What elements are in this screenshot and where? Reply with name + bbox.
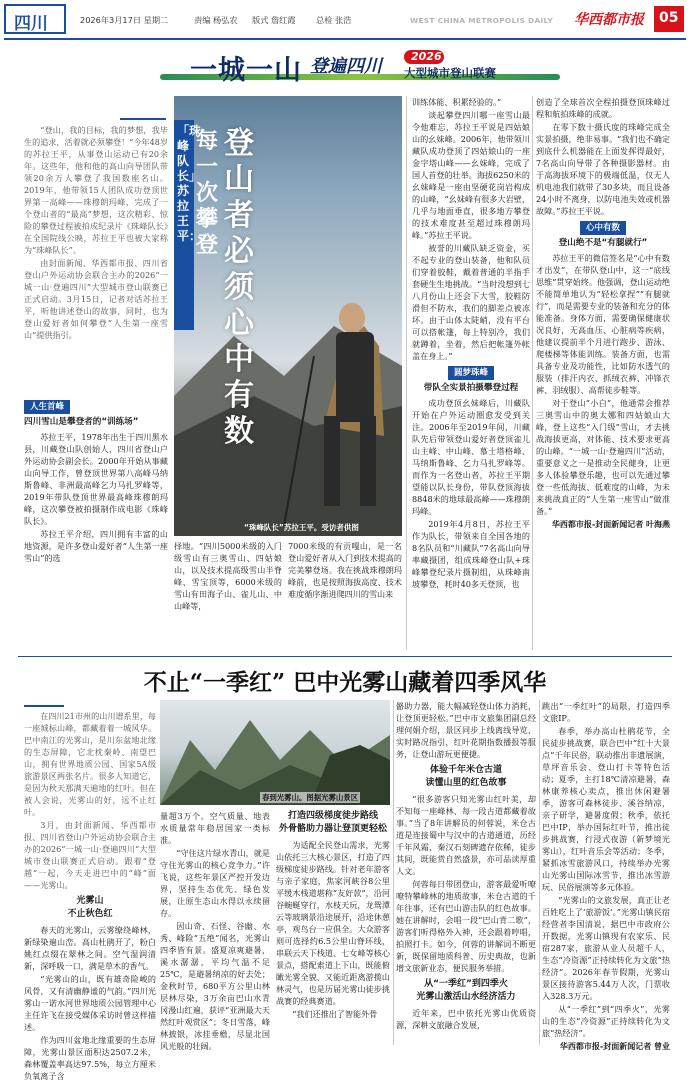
banner-sub: 登遍四川 bbox=[310, 56, 382, 77]
top-col-1 bbox=[24, 400, 168, 650]
bottom-sub4 bbox=[396, 978, 536, 1004]
top-intro bbox=[24, 124, 168, 386]
bottom-col5-p4: 从“一季红”到“四季火”，光雾山的生态“冷资源”正持续转化为文旅“热经济”。 bbox=[542, 1004, 670, 1038]
climber-face bbox=[339, 303, 365, 333]
top-kicker: 每一次攀登 bbox=[196, 128, 219, 258]
mountain-caption: 春到光雾山。图据光雾山景区 bbox=[262, 793, 359, 802]
bottom-vrule-2 bbox=[539, 700, 540, 1045]
top-label: 「珠峰队长」苏拉王平： bbox=[177, 124, 202, 243]
mountain-photo bbox=[160, 700, 390, 805]
top-credit: 华西都市报-封面新闻记者 叶海燕 bbox=[551, 520, 670, 529]
bottom-col-4 bbox=[396, 700, 536, 1050]
bottom-col1-p1: 春天的光雾山，云雾缭绕峰林，新绿染遍山峦。高山杜鹃开了，粉白姚红点缀在翠林之间。空气湿润清新，深呼吸一口，满是草木的香气。 bbox=[24, 925, 156, 971]
top-col4-p1: 创造了全球首次全程拍摄登顶珠峰过程和航拍珠峰的成就。 bbox=[536, 97, 670, 119]
bottom-intro-p2: 3月，由封面新闻、华西都市报、四川省登山户外运动协会联合主办的2026“一城一山·登遍四川”大型城市登山联赛正式启动。跟着“登越”一起，今天走进巴中的“峰”面——光雾山。 bbox=[24, 820, 156, 890]
bottom-col-2 bbox=[160, 810, 270, 1050]
bottom-intro-bar bbox=[24, 705, 64, 707]
bottom-col-3 bbox=[276, 810, 390, 1050]
top-vrule-1 bbox=[406, 96, 407, 650]
top-col3-top: 训练体能、积累经验的。” bbox=[412, 97, 502, 107]
bottom-sub1-line2: 不止秋色红 bbox=[67, 909, 113, 919]
bottom-col1-p3: 作为四川盆地北缘重要的生态屏障，光雾山景区面积达2507.2米，森林覆盖率高达97.5%，每立方厘米负氧离子含 bbox=[24, 1035, 156, 1081]
bottom-col-1 bbox=[24, 710, 156, 1081]
bottom-col1-p2: “光雾山的山，既有雄奇险峻的风骨，又有清幽静谧的气韵。”四川光雾山一诺水河世界地质公园管理中心主任许飞在接受媒体采访时曾这样描述。 bbox=[24, 974, 156, 1032]
intro-top-bar bbox=[120, 118, 166, 120]
climber-jacket bbox=[336, 332, 374, 422]
bottom-sub3-line2: 读懂山里的红色故事 bbox=[425, 778, 507, 788]
bottom-col-5 bbox=[542, 700, 670, 1050]
bottom-sub1 bbox=[24, 895, 156, 921]
top-col1-p2: 苏拉王平介绍，四川拥有丰富的山地资源，是许多登山爱好者“人生第一座雪山”的选 bbox=[24, 529, 168, 563]
top-intro-p1: “登山，我的目标，我的梦想，我毕生的追求，活着就必须攀登！”今年48岁的苏拉王平，从事登山运动已有20余年。这些年，他和他的高山向导团队带领20余万人攀登了我国数座名山。2019年，他带领15人团队成功登顶世界第一高峰——珠穆朗玛峰，完成了一个登山者的“最高”梦想，这次精彩、惊险的攀登过程被拍成纪录片《珠峰队长》在全国院线公映，苏拉王平也被大家称为“珠峰队长”。 bbox=[24, 125, 168, 255]
bottom-sub4-line1: 从“一季红”到四季火 bbox=[424, 979, 508, 989]
mountain-scene bbox=[160, 700, 390, 805]
bottom-col2-p2: “守住这片绿水青山，就是守住光雾山的核心竞争力。”许飞说，这些年景区严控开发边界，坚持生态优先、绿色发展，让原生态山水得以永续留存。 bbox=[160, 848, 270, 918]
bottom-sub1-line1: 光雾山 bbox=[76, 896, 104, 906]
header-rule bbox=[4, 38, 686, 40]
top-col4-p2: 在零下数十摄氏度的珠峰完成全实景拍摄，绝非易事。“我们也不确定到底什么机器能在上面发挥得最好，7名高山向导带了各种摄影器材。由于高海拔环境下的极端低温，仅无人机电池我们就带了30多块，而且设备24小时不离身，以防电池失效或机器故障。”苏拉王平说。 bbox=[536, 122, 670, 216]
top-vrule-2 bbox=[532, 96, 533, 650]
top-col3-p3: 成功登顶幺妹峰后，川藏队开始在户外运动圈愈发受到关注。2006年至2019年间，川藏队先后带领登山爱好者登顶雀儿山主峰、中山峰、慕士塔格峰、马纳斯鲁峰、乞力马扎罗峰等。而作为一名登山者，苏拉王平期望能以队长身份，带队登顶海拔8848米的地球最高峰——珠穆朗玛峰。 bbox=[412, 398, 530, 516]
top-col3-p2: 被誉的川藏队缺乏资金，买不起专业的登山装备，他和队员们穿着胶鞋，戴着普通的半指手套硬生生地挑战。“当时没想到七八月份山上还会下大雪，胶鞋防滑但不防水，我们的脚差点被冻坏。由于山体太陡峭，没有平台可以搭帐篷，每上特别冷，我们就蹲着，坐着，然后把帐篷外帐盖在身上。” bbox=[412, 243, 530, 361]
banner-year: 2026 bbox=[411, 50, 442, 63]
bottom-col5-p1: 跳出“一季红叶”的局限，打造四季文旅IP。 bbox=[542, 701, 670, 723]
bottom-sub3 bbox=[396, 764, 536, 790]
bottom-col5-p3: “光雾山的文旅发展，真正让老百姓吃上了‘旅游饭’。”光雾山镇民宿经营者李国清说，据巴中市政府公开数据，光雾山镇现有农家乐、民宿287家，旅游从业人员超千人，生态“冷资源”正持续转化为文旅“热经济”。2026年春节假期，光雾山景区接待游客5.44万人次，门票收入328.3万元。 bbox=[542, 895, 670, 1001]
top-intro-p2: 由封面新闻、华西都市报、四川省登山户外运动协会联合主办的2026“一城一山·登遍四川”大型城市登山联赛已正式启动。3月15日，记者对话苏拉王平，听他讲述登山的故事，同时，也为登山爱好者如何攀登“人生第一座雪山”提供指引。 bbox=[24, 258, 168, 340]
top-photo-caption: “珠峰队长”苏拉王平。受访者供图 bbox=[244, 523, 359, 532]
bottom-col4-p1: 骼助力器，能大幅减轻登山体力消耗，让登顶更轻松。”巴中市文旅集团副总经理何娟介绍，景区同步上线离线导览、实时路况指引，红叶花期指数播报等服务，让登山游玩更便捷。 bbox=[396, 701, 536, 759]
bottom-col2-p1: 量超3万个。空气质量、地表水质量常年稳居国家一类标准。 bbox=[160, 811, 270, 845]
bottom-vrule-1 bbox=[393, 700, 394, 1045]
bottom-col3-p2: “我们还推出了智能外骨 bbox=[292, 1009, 378, 1019]
climber-photo bbox=[174, 96, 402, 536]
tag-first-peak: 人生首峰 bbox=[24, 400, 70, 414]
header-checker: 总检 张浩 bbox=[316, 15, 352, 25]
bottom-sub2-line2: 外骨骼助力器让登顶更轻松 bbox=[278, 824, 387, 834]
bottom-col3-p1: 为适配全民登山需求，光雾山依托三大核心景区，打造了四级梯度徒步路线。针对老年游客与亲子家庭，焦家河峡谷8公里平缓木栈道堪称“友好款”，沿河谷蜿蜒穿行，水枝天玩，龙鸳潭云等玻璃景沿途展开，沿途休憩亭，观鸟台一应俱全。大众游客则可选择约6.5公里山脊环线，串联云天下栈道、七女峰等核心景点，搭配索道上下山，既能俯瞰光雾全貌、又能近距离游揽山林灵气，也是历届光雾山徒步挑战赛的经典赛道。 bbox=[276, 840, 390, 1006]
bottom-intro-p1: 在四川21市州的山川谱系里，每一座城标山峰，都藏着着一城风华。巴中南江的光雾山，是川东盆地北缘的生态屏障，它北枕秦岭、南望巴山，拥有世界地质公园、国家5A级旅游景区两张名片。很多人知道它，是因为秋天那满天遍地的红叶。但在被人会说，光雾山的好，远不止红叶。 bbox=[24, 711, 156, 817]
bottom-col4-p4: 近年来，巴中依托光雾山优质资源，深耕文旅融合发展， bbox=[396, 1008, 536, 1030]
top-col3-p4: 2019年4月8日，苏拉王平作为队长，带领来自全国各地的8名队员和“川藏队”7名高山向导率藏摄团，组成珠峰登山队+珠峰攀登纪录片摄制组，从珠峰南坡攀登，耗时40多天登顶，也 bbox=[412, 519, 530, 589]
top-under-b bbox=[288, 540, 402, 650]
page-header bbox=[0, 0, 690, 38]
top-under-a-p: 择地。“四川5000米级的入门级雪山有三奥雪山、四姑娘山，以及技术提高级雪山半脊峰、雪宝顶等，6000米级的雪山有田海子山、雀儿山、中山峰等， bbox=[174, 541, 282, 611]
tag-everest: 圆梦珠峰 bbox=[448, 366, 494, 380]
top-col-3 bbox=[412, 96, 530, 650]
top-headline: 登山者必须心中有数 bbox=[224, 126, 254, 449]
header-designer: 版式 詹红霞 bbox=[252, 15, 296, 25]
bottom-sub4-line2: 光雾山激活山水经济活力 bbox=[416, 992, 516, 1002]
series-banner bbox=[160, 46, 570, 86]
bottom-sub2 bbox=[276, 810, 390, 836]
bottom-col4-p2: “很多游客只知光雾山红叶美，却不知每一座峰林、每一段古道都藏着故事。”当了8年讲解员的何蓉说，米仓古道是连接蜀中与汉中的古道通道，历经千年风霜，秦汉石刻碑遗存依稀，徒步其间，既能赏自然盛景，亦可品读厚重人文。 bbox=[396, 794, 536, 876]
story-divider bbox=[18, 656, 672, 657]
bottom-col5-p2: 春季，举办高山杜鹃花节，全民徒步挑战赛，联合巴中“红十大景点”千年民俗，联动推出非遗展演，草坪音乐会、登山打卡等特色活动；夏季，主打18℃清凉避暑，森林康养核心卖点，推出休闲避暑季，游客可森林徒步、溪谷纳凉，亲子研学，避暑度假；秋季，依托巴中IP，举办国际红叶节，推出徒步挑战赛，行浸式夜游（新梦境光雾山），红叶音乐会等活动；冬季，紧抓冰雪旅游风口，持续举办光雾山光雾山国际冰雪节，推出冰雪游玩、民俗展演等多元体验。 bbox=[542, 726, 670, 892]
tagline-know: 登山绝不是“有腿就行” bbox=[558, 238, 648, 248]
tagline-everest: 带队全实景拍摄攀登过程 bbox=[423, 383, 519, 393]
top-under-a bbox=[174, 540, 282, 650]
top-col1-p1: 苏拉王平，1978年出生于四川黑水县，川藏登山队创始人，四川省登山户外运动协会副会长。2000年开始从事藏山向导工作，曾登顶世界第八高峰马纳斯鲁峰、非洲最高峰乞力马扎罗峰等，2019年带队登顶世界最高峰珠穆朗玛峰，这次攀登被拍摄制作成电影《珠峰队长》。 bbox=[24, 432, 168, 526]
bottom-sub2-line1: 打造四级梯度徒步路线 bbox=[287, 811, 378, 821]
top-under-b-p: 7000米级的有贡嘎山，是一名登山爱好者从入门到技术提高的完美攀登场。我在挑战珠穆朗玛峰前，也是按照海拔高度、技术难度循序渐进爬四川的雪山来 bbox=[288, 541, 402, 599]
page-number: 05 bbox=[659, 10, 679, 26]
top-col3-p1: 谈起攀登四川哪一座雪山最令他难忘，苏拉王平说是四姑娘山的幺妹峰。2006年，他带领川藏队成功登顶了四姑娘山的一座金字塔山峰——幺妹峰，完成了国人首登的壮举。海拔6250米的幺妹峰是一座由坚硬花岗岩构成的山峰，“幺妹峰有很多大岩壁，几乎与地面垂直，很多地方攀登的技术难度甚至超过珠穆朗玛峰。”苏拉王平说。 bbox=[412, 110, 530, 240]
banner-tail: 大型城市登山联赛 bbox=[404, 66, 496, 80]
tag-know: 心中有数 bbox=[580, 221, 626, 235]
top-col4-p4: 对于登山“小白”，他通常会推荐三奥雪山中的奥太娜和四姑娘山大峰，登上这些“入门级”雪山，才去挑战海拔更高，对体能、技术要求更高的山峰。“一城一山·登遍四川”活动，重要意义之一是推动全民健身，让更多人体验攀登乐趣，也可以先通过攀登一些低海拔、低难度的山峰，为未来挑战真正的“人生第一座雪山”做准备。” bbox=[536, 398, 670, 516]
top-col-4 bbox=[536, 96, 670, 650]
paper-logo: 华西都市报 bbox=[574, 12, 644, 28]
header-editor: 责编 杨弘农 bbox=[194, 15, 238, 25]
banner-main: 一城一山 bbox=[190, 55, 302, 86]
bottom-headline: 不止“一季红” 巴中光雾山藏着四季风华 bbox=[143, 669, 547, 696]
bottom-sub3-line1: 体验千年米仓古道 bbox=[429, 765, 502, 775]
bottom-col2-p3: 因山奇、石怪、谷幽、水秀、峰险“五绝”闻名，光雾山四季皆有景。盛夏凉爽避暑，溪水潺潺，平均气温不足25℃，是避暑纳凉的好去处；金秋时节，680平方公里山林层林尽染，3万余亩巴山水青冈漫山红遍，获评“亚洲最大天然红叶观赏区”；冬日雪落，峰林披银，冰挂垂檐，尽显北国风光般的壮阔。 bbox=[160, 921, 270, 1051]
bottom-col4-p3: 何蓉每日带团登山，游客最爱听嘹嘹特攀峰林的地质故事，米仓古道的千年往事，还有巴山游击队的红色故事。她在讲解时，会唱一段“巴山背二歌”，游客们听得格外入神，还会跟着哼唱，拍照打卡。如今，何蓉的讲解词不断更新，既保留地质科普、历史典故，也新增文旅新业态，便民服务举措。 bbox=[396, 879, 536, 973]
header-english: WEST CHINA METROPOLIS DAILY bbox=[410, 16, 554, 25]
top-col4-p3: 苏拉王平的微信签名是“心中有数才出发”，在带队登山中，这一“底线思维”贯穿始终。他强调，登山运动绝不能简单地认为“轻松拿捏”“有腿就行”，而是需要专业的装备和充分的体能准备。身体方面，需要确保健康状况良好，无高血压、心脏病等疾病，他建议提前半个月进行跑步、游泳、爬楼梯等体能训练。装备方面，也需具备专业及功能性，比如防水透气的服装（排汗内衣、抓绒衣裤、冲锋衣裤、羽绒服）、高帮徒步鞋等。 bbox=[536, 253, 670, 395]
header-date: 2026年3月17日 星期二 bbox=[80, 15, 169, 25]
tagline-first-peak: 四川雪山是攀登者的“训练场” bbox=[24, 417, 139, 427]
section-label: 四川 bbox=[14, 14, 48, 34]
bottom-credit: 华西都市报-封面新闻记者 曾业 bbox=[559, 1042, 670, 1051]
